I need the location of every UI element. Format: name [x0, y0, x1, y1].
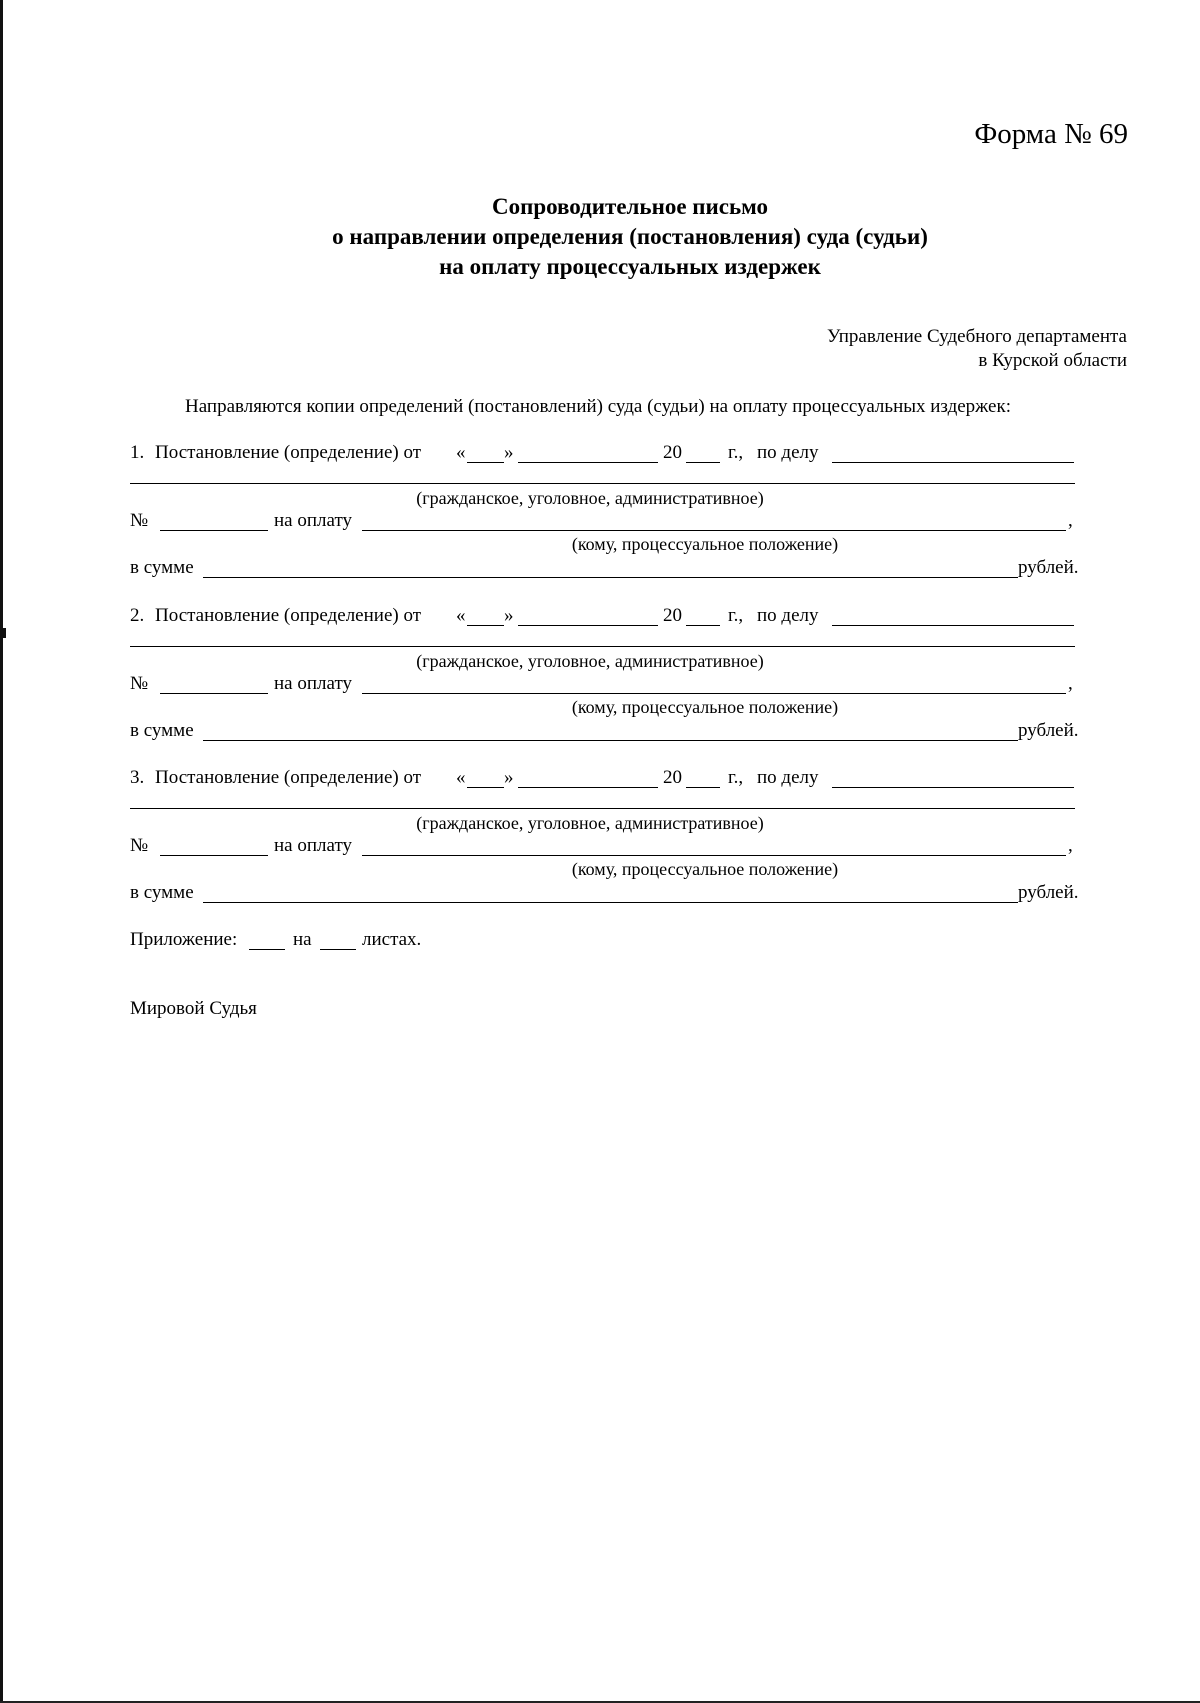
entry-index: 1. — [130, 442, 145, 463]
case-type-hint: (гражданское, уголовное, административное) — [416, 813, 764, 833]
sum-field[interactable] — [203, 740, 1018, 741]
month-field[interactable] — [518, 462, 658, 463]
addressee — [827, 325, 1127, 373]
intro-text: Направляются копии определений (постановлений) суда (судьи) на оплату процессуальных издержек: — [185, 396, 1011, 417]
payment-label: на оплату — [274, 510, 352, 531]
payee-field[interactable] — [362, 693, 1066, 694]
comma: , — [1068, 510, 1073, 531]
number-field[interactable] — [160, 693, 268, 694]
number-field[interactable] — [160, 855, 268, 856]
title-line-2: о направлении определения (постановления) суда (судьи) — [332, 224, 928, 249]
year-suffix: г., — [728, 767, 744, 788]
quote-close: » — [504, 605, 514, 626]
month-field[interactable] — [518, 625, 658, 626]
quote-open: « — [456, 442, 466, 463]
comma: , — [1068, 835, 1073, 856]
currency-label: рублей. — [1018, 882, 1079, 903]
quote-open: « — [456, 767, 466, 788]
year-prefix: 20 — [663, 442, 682, 463]
year-suffix: г., — [728, 605, 744, 626]
comma: , — [1068, 673, 1073, 694]
case-field[interactable] — [832, 462, 1074, 463]
payee-hint: (кому, процессуальное положение) — [571, 534, 839, 554]
scan-edge-tick — [3, 628, 6, 638]
year-prefix: 20 — [663, 605, 682, 626]
payee-field[interactable] — [362, 530, 1066, 531]
title-line-3: на оплату процессуальных издержек — [439, 254, 821, 279]
case-label: по делу — [757, 605, 819, 626]
entry-index: 2. — [130, 605, 145, 626]
quote-close: » — [504, 767, 514, 788]
appendix-count-field[interactable] — [249, 949, 285, 950]
signature-label: Мировой Судья — [130, 998, 257, 1019]
addressee-line-2: в Курской области — [978, 350, 1127, 371]
payee-field[interactable] — [362, 855, 1066, 856]
currency-label: рублей. — [1018, 557, 1079, 578]
sum-field[interactable] — [203, 902, 1018, 903]
case-type-field[interactable] — [130, 483, 1075, 484]
year-field[interactable] — [686, 787, 720, 788]
addressee-line-1: Управление Судебного департамента — [826, 326, 1127, 347]
resolution-label: Постановление (определение) от — [155, 605, 422, 626]
sum-label: в сумме — [130, 720, 194, 741]
appendix-sheets: листах. — [362, 929, 422, 950]
number-label: № — [130, 835, 149, 856]
resolution-label: Постановление (определение) от — [155, 442, 422, 463]
quote-open: « — [456, 605, 466, 626]
entry-index: 3. — [130, 767, 145, 788]
number-label: № — [130, 673, 149, 694]
case-field[interactable] — [832, 787, 1074, 788]
payee-hint: (кому, процессуальное положение) — [571, 697, 839, 717]
number-field[interactable] — [160, 530, 268, 531]
case-type-hint: (гражданское, уголовное, административное) — [416, 651, 764, 671]
payee-hint: (кому, процессуальное положение) — [571, 859, 839, 879]
case-type-hint: (гражданское, уголовное, административное) — [416, 488, 764, 508]
sum-field[interactable] — [203, 577, 1018, 578]
payment-label: на оплату — [274, 673, 352, 694]
case-type-field[interactable] — [130, 646, 1075, 647]
appendix-on: на — [293, 929, 312, 950]
number-label: № — [130, 510, 149, 531]
sum-label: в сумме — [130, 882, 194, 903]
appendix-sheets-field[interactable] — [320, 949, 356, 950]
case-label: по делу — [757, 442, 819, 463]
case-label: по делу — [757, 767, 819, 788]
year-suffix: г., — [728, 442, 744, 463]
day-field[interactable] — [467, 462, 504, 463]
year-prefix: 20 — [663, 767, 682, 788]
case-field[interactable] — [832, 625, 1074, 626]
year-field[interactable] — [686, 462, 720, 463]
currency-label: рублей. — [1018, 720, 1079, 741]
document-title — [0, 192, 1200, 282]
appendix-label: Приложение: — [130, 929, 238, 950]
title-line-1: Сопроводительное письмо — [491, 194, 769, 219]
day-field[interactable] — [467, 625, 504, 626]
payment-label: на оплату — [274, 835, 352, 856]
year-field[interactable] — [686, 625, 720, 626]
resolution-label: Постановление (определение) от — [155, 767, 422, 788]
case-type-field[interactable] — [130, 808, 1075, 809]
month-field[interactable] — [518, 787, 658, 788]
day-field[interactable] — [467, 787, 504, 788]
quote-close: » — [504, 442, 514, 463]
form-number: Форма № 69 — [974, 118, 1128, 150]
sum-label: в сумме — [130, 557, 194, 578]
